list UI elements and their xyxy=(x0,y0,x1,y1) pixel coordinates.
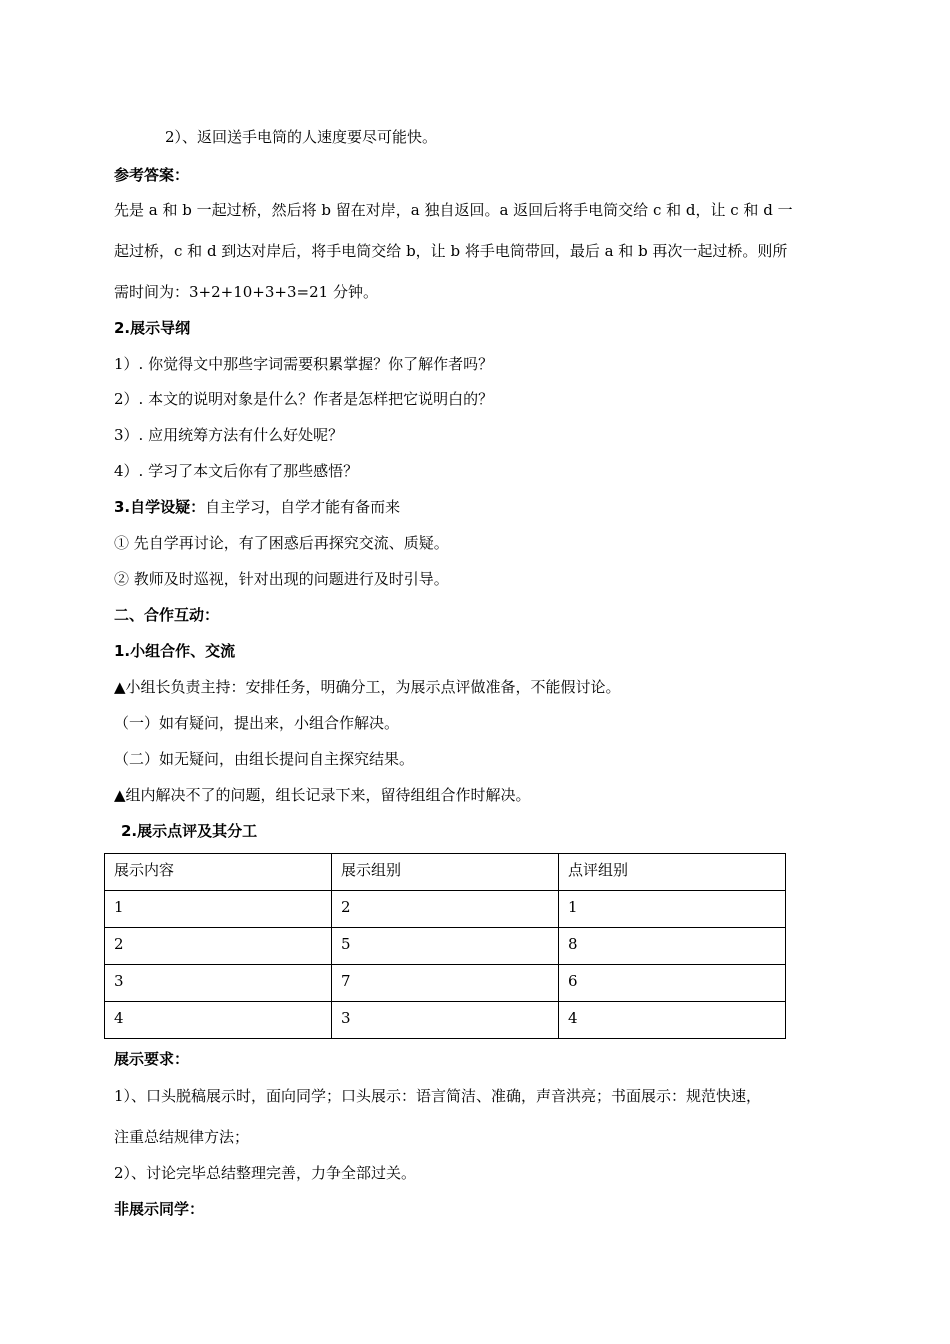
table-header-cell: 点评组别 xyxy=(559,854,786,891)
text-line: 1）、口头脱稿展示时，面向同学；口头展示：语言简洁、准确，声音洪亮；书面展示：规范快速， xyxy=(114,1087,762,1105)
text-line: 注重总结规律方法； xyxy=(114,1128,250,1146)
text-line: 2）. 本文的说明对象是什么？作者是怎样把它说明白的？ xyxy=(114,390,494,408)
text-line: ▲组内解决不了的问题，组长记录下来，留待组组合作时解决。 xyxy=(114,786,531,804)
table-cell: 4 xyxy=(105,1002,332,1039)
text-line: 4）. 学习了本文后你有了那些感悟？ xyxy=(114,462,359,480)
section-heading: 1.小组合作、交流 xyxy=(114,642,236,660)
section-heading: 2.展示导纲 xyxy=(114,319,191,337)
table-header-cell: 展示内容 xyxy=(105,854,332,891)
table-row xyxy=(105,1002,786,1039)
table-row xyxy=(105,891,786,928)
table-cell: 5 xyxy=(332,928,559,965)
text-line: 3）. 应用统筹方法有什么好处呢？ xyxy=(114,426,344,444)
text-line: 先是 a 和 b 一起过桥，然后将 b 留在对岸，a 独自返回。a 返回后将手电筒交给 c 和 d，让 c 和 d 一 xyxy=(114,201,793,219)
text-line: 1）. 你觉得文中那些字词需要积累掌握？你了解作者吗？ xyxy=(114,355,494,373)
table-cell: 2 xyxy=(332,891,559,928)
text-line: 2）、返回送手电筒的人速度要尽可能快。 xyxy=(165,128,438,146)
text-line: 需时间为：3+2+10+3+3=21 分钟。 xyxy=(114,283,378,301)
assignment-table xyxy=(104,853,786,1039)
heading-text: 自主学习，自学才能有备而来 xyxy=(205,498,401,516)
table-cell: 4 xyxy=(559,1002,786,1039)
table-cell: 3 xyxy=(105,965,332,1002)
section-heading-line xyxy=(114,497,400,517)
section-label: 参考答案： xyxy=(114,166,190,184)
table-cell: 3 xyxy=(332,1002,559,1039)
section-heading: 2.展示点评及其分工 xyxy=(121,822,258,840)
text-line: 2）、讨论完毕总结整理完善，力争全部过关。 xyxy=(114,1164,417,1182)
section-label: 展示要求： xyxy=(114,1050,190,1068)
text-line: 起过桥，c 和 d 到达对岸后，将手电筒交给 b，让 b 将手电筒带回，最后 a 和 b 再次一起过桥。则所 xyxy=(114,242,788,260)
table-header-row xyxy=(105,854,786,891)
section-heading: 3.自学设疑： xyxy=(114,498,206,516)
table-cell: 1 xyxy=(559,891,786,928)
section-heading: 二、合作互动： xyxy=(114,606,220,624)
table-cell: 8 xyxy=(559,928,786,965)
table-row xyxy=(105,965,786,1002)
table-row xyxy=(105,928,786,965)
text-line: ② 教师及时巡视，针对出现的问题进行及时引导。 xyxy=(114,570,449,588)
table-header-cell: 展示组别 xyxy=(332,854,559,891)
table-cell: 1 xyxy=(105,891,332,928)
text-line: （一）如有疑问，提出来，小组合作解决。 xyxy=(114,714,400,732)
table-cell: 2 xyxy=(105,928,332,965)
text-line: （二）如无疑问，由组长提问自主探究结果。 xyxy=(114,750,415,768)
table-cell: 6 xyxy=(559,965,786,1002)
table-cell: 7 xyxy=(332,965,559,1002)
text-line: ▲小组长负责主持：安排任务，明确分工，为展示点评做准备，不能假讨论。 xyxy=(114,678,621,696)
text-line: ① 先自学再讨论，有了困惑后再探究交流、质疑。 xyxy=(114,534,449,552)
section-label: 非展示同学： xyxy=(114,1200,205,1218)
